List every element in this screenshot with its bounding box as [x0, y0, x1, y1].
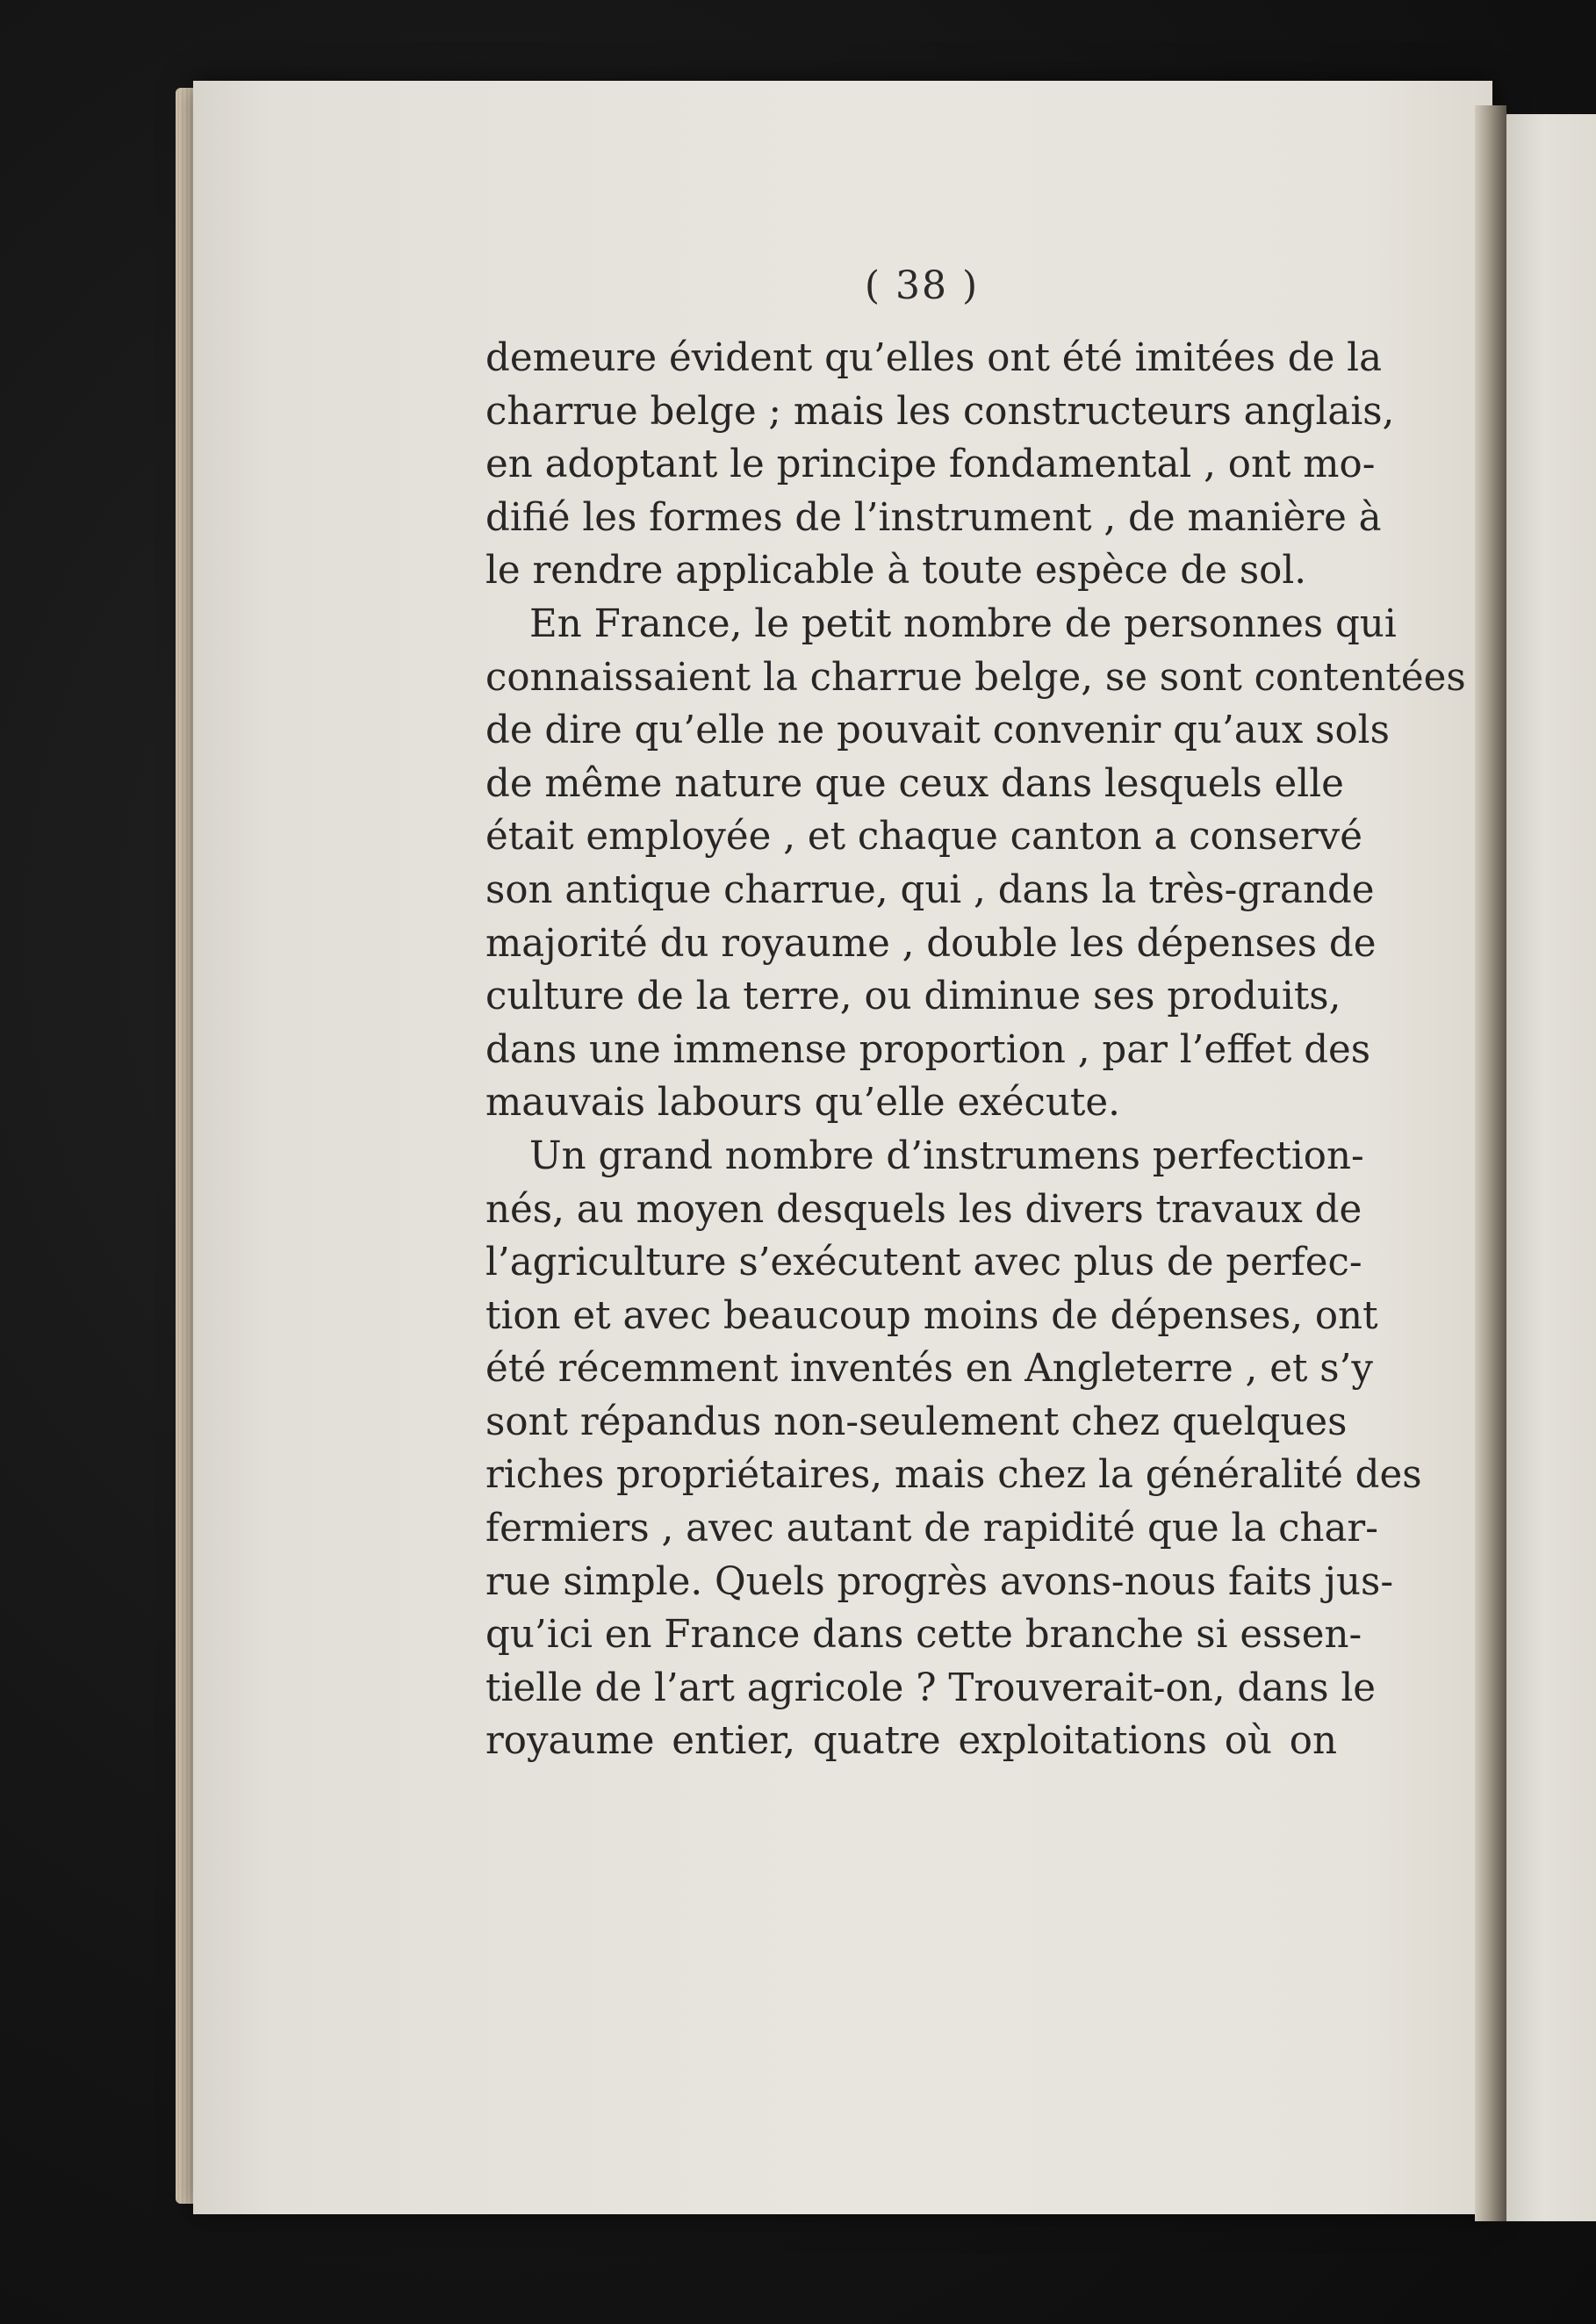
text-line: son antique charrue, qui , dans la très-grande	[485, 867, 1375, 912]
text-line: difié les formes de l’instrument , de manière à	[485, 495, 1382, 540]
text-line: en adoptant le principe fondamental , ont mo-	[485, 442, 1376, 487]
text-line: charrue belge ; mais les constructeurs anglais,	[485, 389, 1395, 434]
text-line: nés, au moyen desquels les divers travaux de	[485, 1187, 1362, 1232]
text-line: royaume entier, quatre exploitations où on	[485, 1719, 1337, 1764]
text-line: le rendre applicable à toute espèce de sol.	[485, 549, 1307, 594]
text-line: Un grand nombre d’instrumens perfection-	[529, 1133, 1364, 1178]
text-line: connaissaient la charrue belge, se sont contentées	[485, 655, 1466, 700]
text-line: demeure évident qu’elles ont été imitées de la	[485, 336, 1383, 380]
facing-page-edge	[1506, 114, 1596, 2221]
text-line: était employée , et chaque canton a conservé	[485, 815, 1362, 860]
text-line: été récemment inventés en Angleterre , et s’y	[485, 1347, 1373, 1392]
page-number: ( 38 )	[864, 263, 980, 308]
text-line: tion et avec beaucoup moins de dépenses, ont	[485, 1293, 1378, 1338]
text-line: rue simple. Quels progrès avons-nous faits jus-	[485, 1559, 1394, 1604]
text-line: qu’ici en France dans cette branche si essen-	[485, 1613, 1362, 1658]
text-line: sont répandus non-seulement chez quelques	[485, 1399, 1348, 1444]
text-line: de dire qu’elle ne pouvait convenir qu’aux sols	[485, 709, 1390, 753]
text-line: de même nature que ceux dans lesquels elle	[485, 761, 1344, 806]
text-line: riches propriétaires, mais chez la généralité des	[485, 1453, 1422, 1498]
text-line: fermiers , avec autant de rapidité que la char-	[485, 1507, 1378, 1551]
body-text	[485, 332, 1466, 1768]
text-line: En France, le petit nombre de personnes qui	[529, 601, 1397, 646]
text-line: culture de la terre, ou diminue ses produits,	[485, 975, 1341, 1019]
text-line: tielle de l’art agricole ? Trouverait-on, dans le	[485, 1666, 1377, 1710]
text-line: majorité du royaume , double les dépenses de	[485, 921, 1377, 966]
text-line: dans une immense proportion , par l’effet des	[485, 1027, 1371, 1072]
book-gutter	[1475, 105, 1506, 2221]
text-line: mauvais labours qu’elle exécute.	[485, 1081, 1120, 1126]
text-line: l’agriculture s’exécutent avec plus de perfec-	[485, 1241, 1362, 1285]
